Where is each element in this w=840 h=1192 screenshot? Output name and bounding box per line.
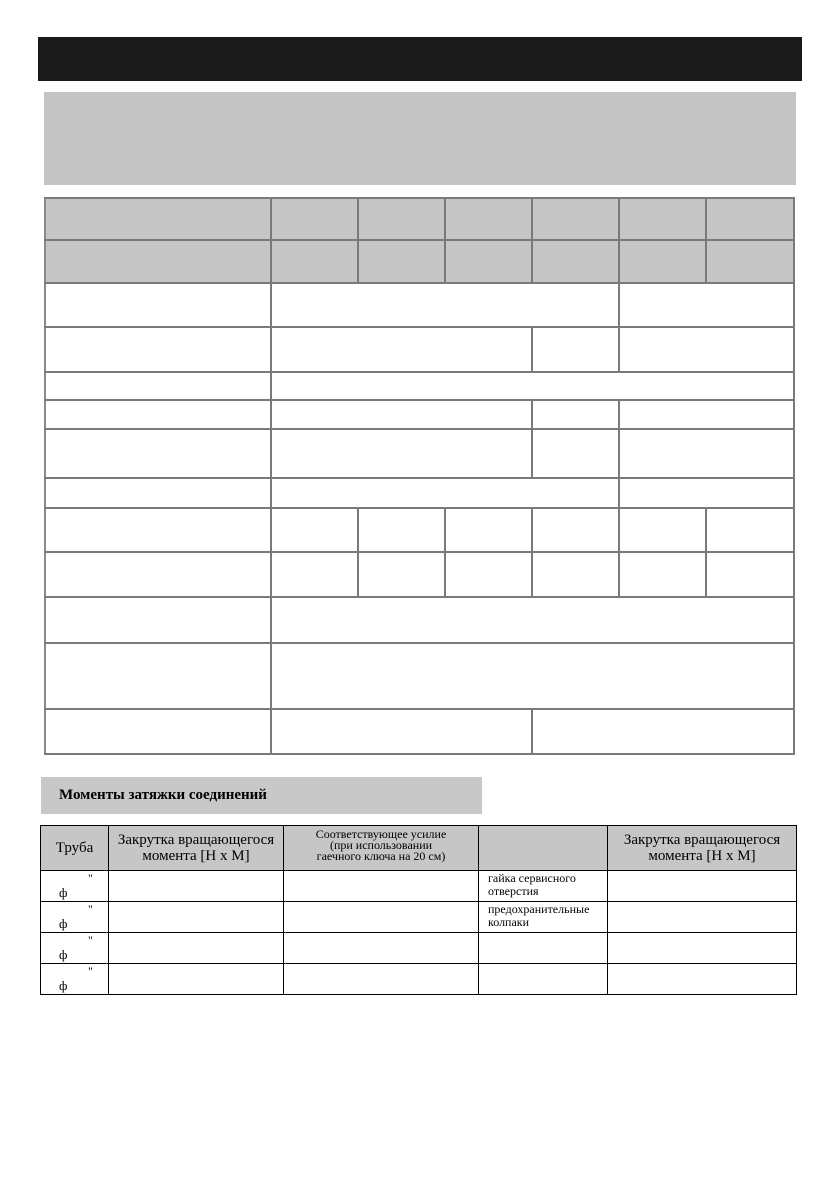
spec-row — [45, 552, 794, 597]
spec-row — [45, 400, 794, 429]
torque2-value-cell — [608, 933, 797, 964]
spec-row — [45, 508, 794, 552]
force-value-cell — [284, 964, 479, 995]
header-force-line2: (при использовании — [329, 838, 433, 852]
top-header-bar — [38, 37, 802, 81]
part-label-line2: колпаки — [488, 915, 530, 929]
spec-cell — [445, 508, 532, 552]
spec-cell — [619, 429, 794, 478]
table-row — [41, 871, 797, 902]
torque-table-header-row — [41, 826, 797, 871]
spec-cell — [619, 283, 794, 327]
header-pipe — [41, 826, 109, 871]
spec-cell — [45, 327, 271, 372]
inch-mark: " — [88, 933, 93, 947]
spec-row — [45, 429, 794, 478]
spec-cell — [445, 240, 532, 283]
spec-row — [45, 327, 794, 372]
spec-cell — [706, 508, 794, 552]
header-part — [479, 826, 608, 871]
spec-cell — [45, 240, 271, 283]
spec-header-row — [45, 198, 794, 240]
torque2-value-cell — [608, 902, 797, 933]
inch-mark: " — [88, 871, 93, 885]
spec-cell — [271, 552, 358, 597]
spec-cell — [45, 597, 271, 643]
spec-cell — [445, 198, 532, 240]
spec-cell — [45, 400, 271, 429]
force-value-cell — [284, 902, 479, 933]
header-torque — [109, 826, 284, 871]
title-panel — [44, 92, 796, 185]
part-cell — [479, 871, 608, 902]
spec-cell — [271, 240, 358, 283]
header-force — [284, 826, 479, 871]
torque-section-title-text: Моменты затяжки соединений — [59, 787, 267, 803]
spec-cell — [532, 508, 619, 552]
torque-section-title — [41, 777, 482, 814]
diameter-symbol: ф — [59, 978, 68, 993]
diameter-symbol: ф — [59, 916, 68, 931]
spec-cell — [45, 478, 271, 507]
spec-cell — [271, 400, 532, 429]
spec-cell — [445, 552, 532, 597]
pipe-cell — [41, 964, 109, 995]
spec-cell — [271, 478, 619, 507]
spec-cell — [45, 283, 271, 327]
header-torque-2 — [608, 826, 797, 871]
spec-cell — [45, 372, 271, 400]
spec-cell — [271, 709, 532, 754]
spec-row — [45, 597, 794, 643]
torque2-value-cell — [608, 871, 797, 902]
table-row — [41, 933, 797, 964]
specification-table — [44, 197, 795, 755]
spec-cell — [271, 198, 358, 240]
spec-cell — [45, 508, 271, 552]
spec-cell — [271, 429, 532, 478]
spec-cell — [271, 283, 619, 327]
header-torque2-line1: Закрутка вращающегося — [623, 832, 781, 848]
spec-cell — [619, 508, 706, 552]
spec-cell — [532, 240, 619, 283]
spec-cell — [706, 198, 794, 240]
torque-value-cell — [109, 871, 284, 902]
pipe-cell — [41, 871, 109, 902]
part-label-line1: гайка сервисного — [488, 871, 576, 885]
spec-cell — [271, 327, 532, 372]
spec-cell — [619, 552, 706, 597]
header-pipe-text: Труба — [55, 840, 94, 856]
spec-cell — [45, 709, 271, 754]
torque-table — [40, 825, 797, 995]
spec-row — [45, 283, 794, 327]
spec-row — [45, 643, 794, 709]
header-torque2-line2: момента [Н x M] — [648, 848, 756, 864]
spec-cell — [619, 400, 794, 429]
spec-cell — [532, 400, 619, 429]
spec-row — [45, 709, 794, 754]
diameter-symbol: ф — [59, 947, 68, 962]
part-cell — [479, 902, 608, 933]
torque-value-cell — [109, 933, 284, 964]
spec-cell — [358, 552, 445, 597]
spec-cell — [619, 240, 706, 283]
spec-cell — [45, 643, 271, 709]
part-label-line1 — [479, 933, 607, 934]
header-force-line3: гаечного ключа на 20 см) — [316, 849, 446, 863]
torque-value-cell — [109, 902, 284, 933]
spec-cell — [45, 552, 271, 597]
part-cell — [479, 964, 608, 995]
table-row — [41, 964, 797, 995]
spec-cell — [358, 508, 445, 552]
header-force-line1: Соответствующее усилие — [315, 827, 447, 841]
diameter-symbol: ф — [59, 885, 68, 900]
spec-row — [45, 478, 794, 507]
spec-cell — [532, 709, 794, 754]
spec-cell — [532, 429, 619, 478]
spec-cell — [271, 643, 794, 709]
spec-cell — [532, 198, 619, 240]
part-label-line1: предохранительные — [488, 902, 590, 916]
part-label-line2: отверстия — [488, 884, 539, 898]
torque2-value-cell — [608, 964, 797, 995]
spec-cell — [358, 240, 445, 283]
spec-cell — [45, 198, 271, 240]
spec-cell — [45, 429, 271, 478]
spec-cell — [619, 478, 794, 507]
pipe-cell — [41, 933, 109, 964]
spec-row — [45, 372, 794, 400]
pipe-cell — [41, 902, 109, 933]
spec-cell — [619, 327, 794, 372]
spec-cell — [271, 597, 794, 643]
header-torque-line1: Закрутка вращающегося — [117, 832, 275, 848]
torque-value-cell — [109, 964, 284, 995]
table-row — [41, 902, 797, 933]
spec-cell — [706, 240, 794, 283]
spec-cell — [532, 327, 619, 372]
part-cell — [479, 933, 608, 964]
part-label-line1 — [479, 964, 607, 965]
inch-mark: " — [88, 964, 93, 978]
inch-mark: " — [88, 902, 93, 916]
spec-cell — [271, 508, 358, 552]
force-value-cell — [284, 871, 479, 902]
spec-cell — [532, 552, 619, 597]
spec-cell — [706, 552, 794, 597]
spec-model-row — [45, 240, 794, 283]
spec-cell — [358, 198, 445, 240]
spec-cell — [271, 372, 794, 400]
spec-cell — [619, 198, 706, 240]
force-value-cell — [284, 933, 479, 964]
header-torque-line2: момента [Н x M] — [142, 848, 250, 864]
